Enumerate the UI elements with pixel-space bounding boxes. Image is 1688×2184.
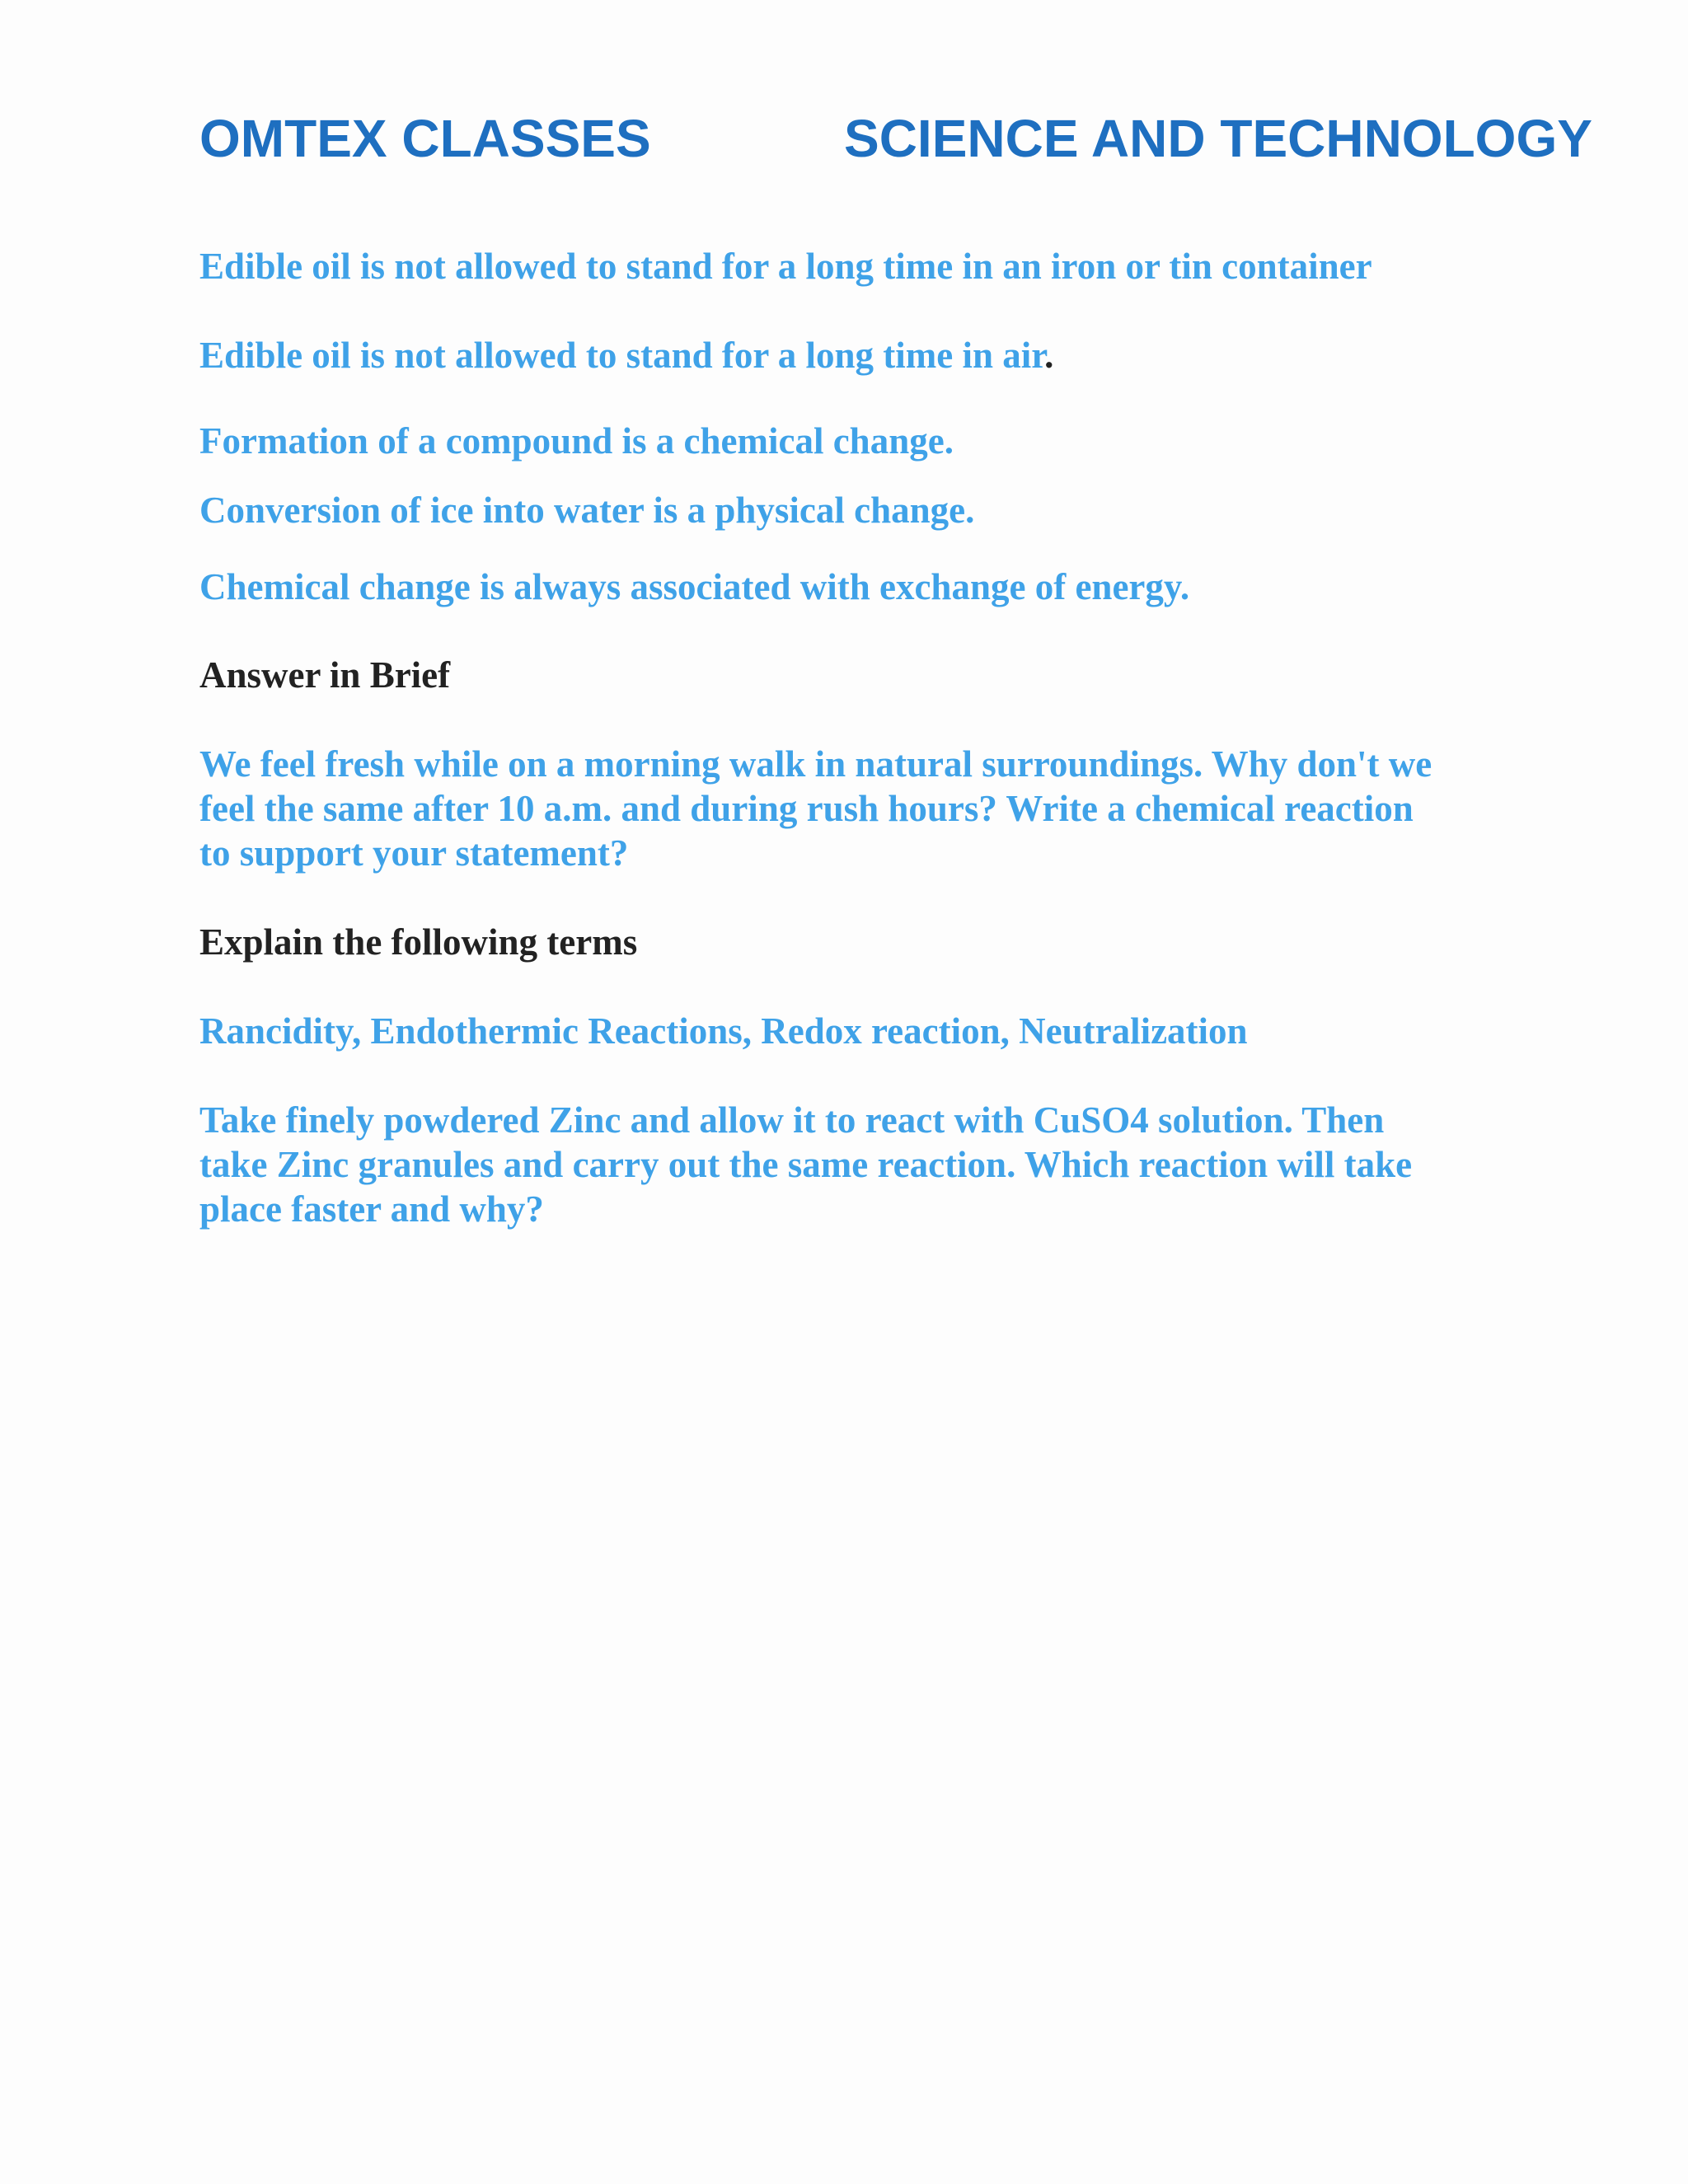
zinc-question [199, 1098, 1551, 1231]
question-line: feel the same after 10 a.m. and during rush hours? Write a chemical reaction [199, 788, 1414, 829]
question-line: to support your statement? [199, 832, 629, 874]
statement-line-2 [199, 333, 1551, 377]
explain-terms-heading: Explain the following terms [199, 921, 638, 963]
statement-line-3: Formation of a compound is a chemical change. [199, 420, 954, 462]
statement-line-5: Chemical change is always associated with exchange of energy. [199, 566, 1190, 607]
question-line: Take finely powdered Zinc and allow it to react with CuSO4 solution. Then [199, 1099, 1385, 1141]
page-header [199, 105, 1592, 171]
statement-line-2-text: Edible oil is not allowed to stand for a long time in air [199, 335, 1045, 376]
statement-line-1: Edible oil is not allowed to stand for a long time in an iron or tin container [199, 246, 1372, 287]
answer-in-brief-question [199, 742, 1551, 875]
statement-line-2-period: . [1044, 335, 1054, 376]
header-right-title: SCIENCE AND TECHNOLOGY [844, 109, 1592, 168]
explain-terms-list: Rancidity, Endothermic Reactions, Redox reaction, Neutralization [199, 1010, 1248, 1052]
statement-line-4: Conversion of ice into water is a physical change. [199, 490, 975, 531]
question-line: We feel fresh while on a morning walk in natural surroundings. Why don't we [199, 743, 1432, 785]
header-left-title: OMTEX CLASSES [199, 109, 651, 168]
question-line: take Zinc granules and carry out the same reaction. Which reaction will take [199, 1144, 1413, 1185]
question-line: place faster and why? [199, 1188, 544, 1230]
answer-in-brief-heading: Answer in Brief [199, 654, 451, 696]
